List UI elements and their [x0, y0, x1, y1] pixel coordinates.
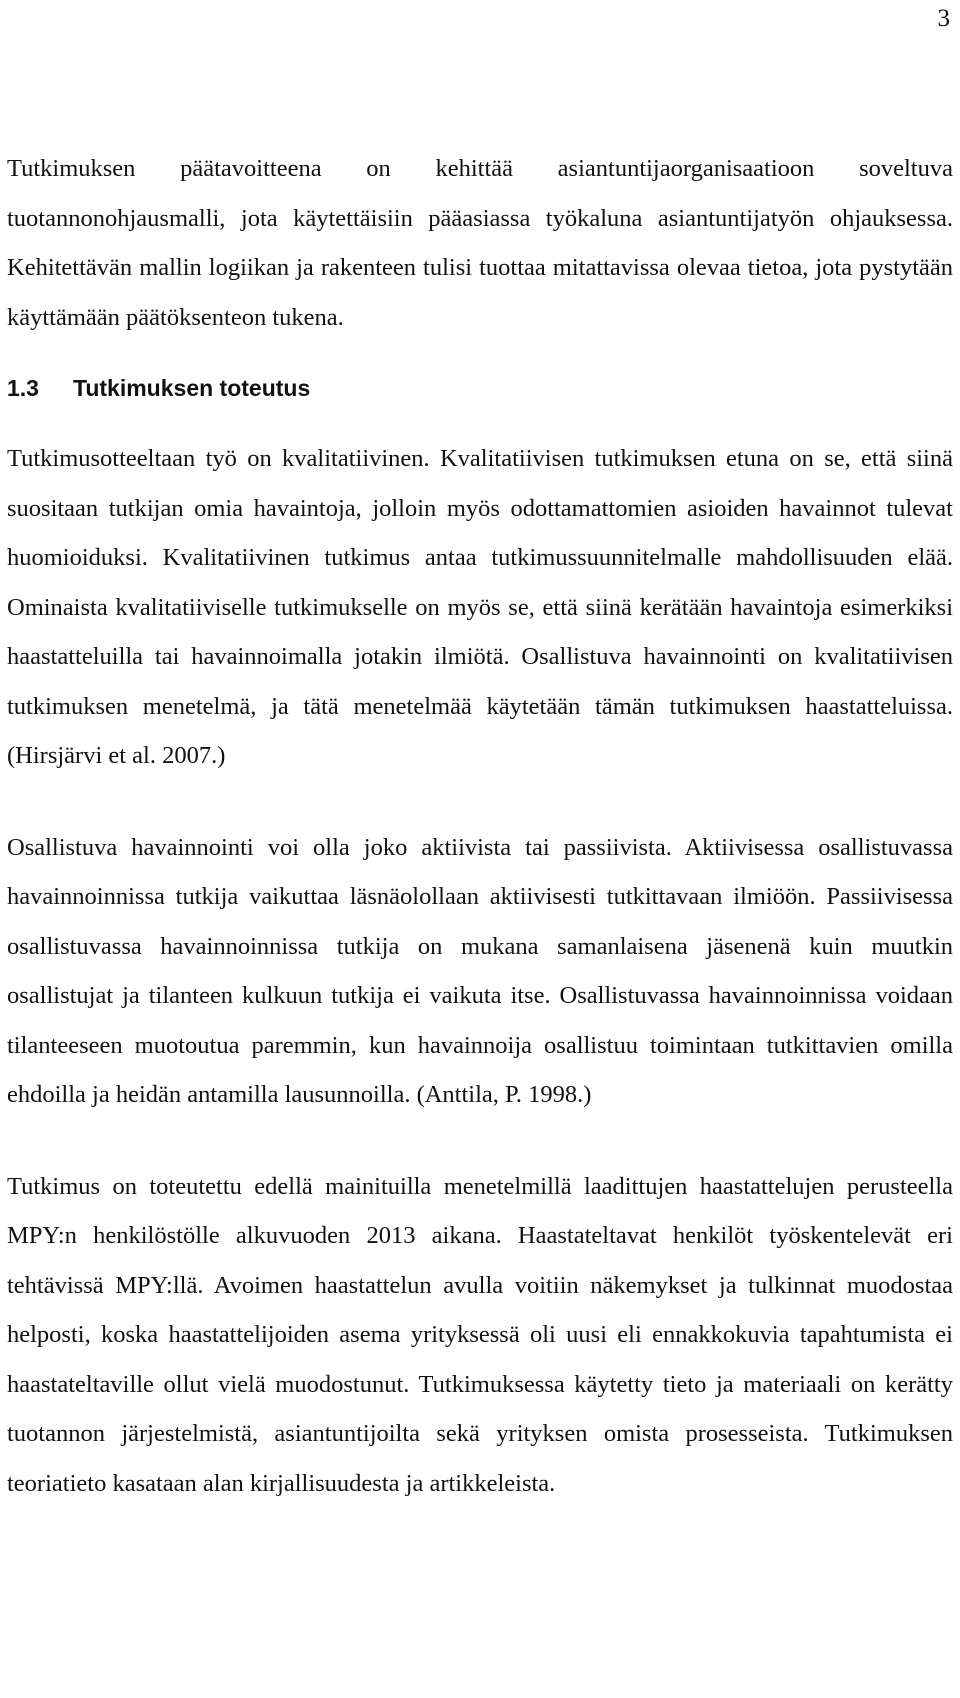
paragraph-qualitative-method: Tutkimusotteeltaan työ on kvalitatiivinen. Kvalitatiivisen tutkimuksen etuna on se, että siinä suositaan tutkijan omia havaintoja, jolloin myös odottamattomien asioiden havainnot tulevat huomioiduksi. Kvalitatiivinen tutkimus antaa tutkimussuunnitelmalle mahdollisuuden elää. Ominaista kvalitatiiviselle tutkimukselle on myös se, että siinä kerätään havaintoja esimerkiksi haastatteluilla tai havainnoimalla jotakin ilmiötä. Osallistuva havainnointi on kvalitatiivisen tutkimuksen menetelmä, ja tätä menetelmää käytetään tämän tutkimuksen haastatteluissa. (Hirsjärvi et al. 2007.) [7, 445, 953, 769]
page-number: 3 [937, 5, 950, 32]
paragraph-research-goal: Tutkimuksen päätavoitteena on kehittää asiantuntijaorganisaatioon soveltuva tuotannonohjausmalli, jota käytettäisiin pääasiassa työkaluna asiantuntijatyön ohjauksessa. Kehitettävän mallin logiikan ja rakenteen tulisi tuottaa mitattavissa olevaa tietoa, jota pystytään käyttämään päätöksenteon tukena. [7, 155, 953, 331]
paragraph-participant-observation: Osallistuva havainnointi voi olla joko aktiivista tai passiivista. Aktiivisessa osallistuvassa havainnoinnissa tutkija vaikuttaa läsnäolollaan aktiivisesti tutkittavaan ilmiöön. Passiivisessa osallistuvassa havainnoinnissa tutkija on mukana samanlaisena jäsenenä kuin muutkin osallistujat ja tilanteen kulkuun tutkija ei vaikuta itse. Osallistuvassa havainnoinnissa voidaan tilanteeseen muotoutua paremmin, kun havainnoija osallistuu toimintaan tutkittavien omilla ehdoilla ja heidän antamilla lausunnoilla. (Anttila, P. 1998.) [7, 833, 953, 1108]
section-number: 1.3 [7, 375, 39, 401]
page-body [7, 144, 953, 1508]
section-heading [7, 368, 953, 408]
paragraph-implementation: Tutkimus on toteutettu edellä mainituilla menetelmillä laadittujen haastattelujen perusteella MPY:n henkilöstölle alkuvuoden 2013 aikana. Haastateltavat henkilöt työskentelevät eri tehtävissä MPY:llä. Avoimen haastattelun avulla voitiin näkemykset ja tulkinnat muodostaa helposti, koska haastattelijoiden asema yrityksessä oli uusi eli ennakkokuvia tapahtumista ei haastateltaville ollut vielä muodostunut. Tutkimuksessa käytetty tieto ja materiaali on kerätty tuotannon järjestelmistä, asiantuntijoilta sekä yrityksen omista prosesseista. Tutkimuksen teoriatieto kasataan alan kirjallisuudesta ja artikkeleista. [7, 1172, 953, 1497]
section-title: Tutkimuksen toteutus [73, 375, 311, 401]
